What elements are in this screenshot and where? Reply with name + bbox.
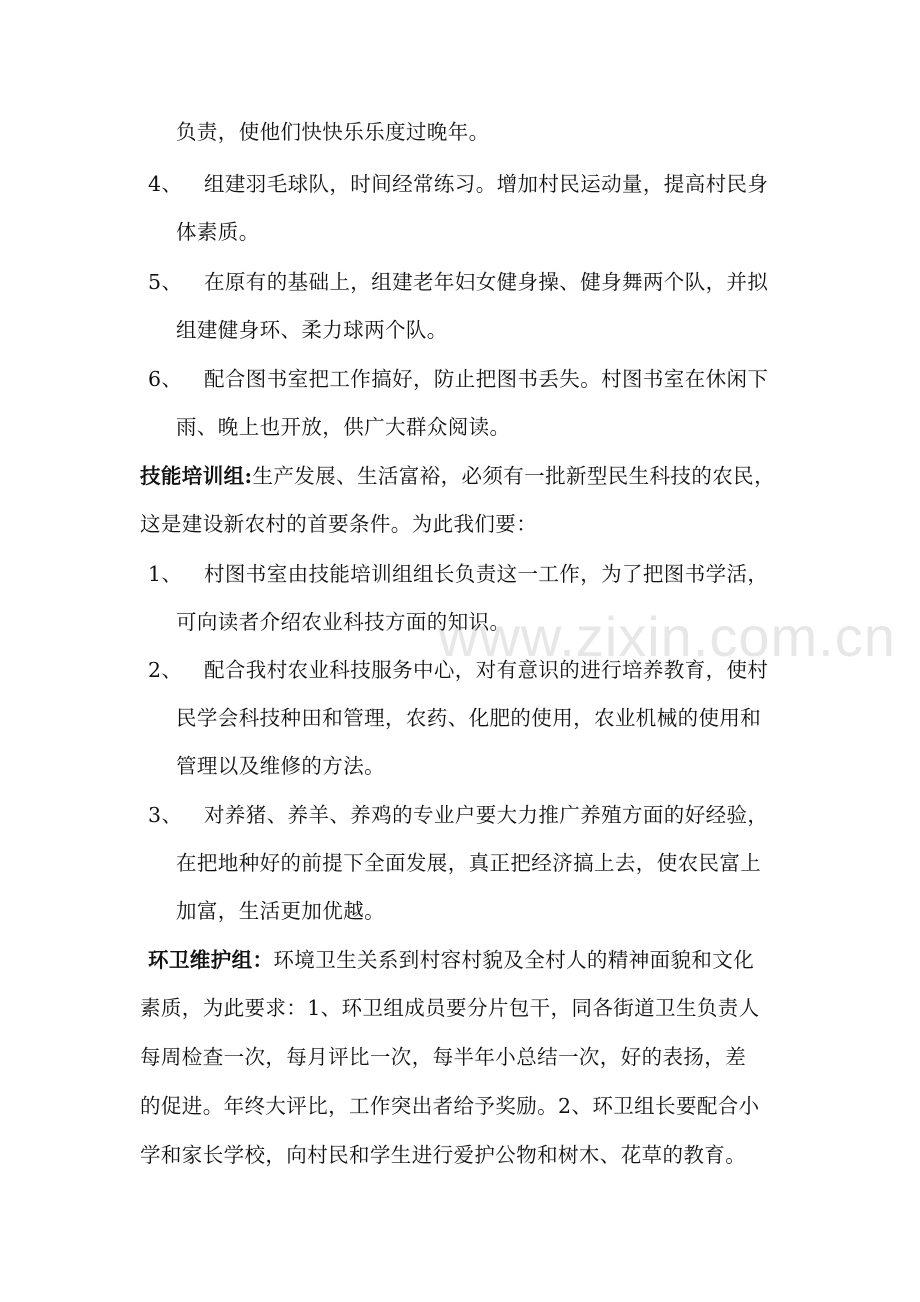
- paragraph-skills: [140, 462, 775, 490]
- text-line: 负责，使他们快快乐乐度过晚年。: [176, 120, 490, 144]
- text-line: 民学会科技种田和管理，农药、化肥的使用，农业机械的使用和: [176, 706, 762, 730]
- list-number: 6、: [148, 367, 183, 391]
- text-line: 环境卫生关系到村容村貌及全村人的精神面貌和文化: [273, 948, 755, 972]
- list-number: 5、: [148, 270, 183, 294]
- text-line: 体素质。: [176, 220, 260, 244]
- text-line: 加富，生活更加优越。: [176, 899, 385, 923]
- text-line: 可向读者介绍农业科技方面的知识。: [176, 610, 511, 634]
- list-number: 4、: [148, 172, 183, 196]
- watermark: www.zixin.com.cn: [438, 605, 896, 668]
- text-line: 生产发展、生活富裕，必须有一批新型民生科技的农民，: [252, 464, 775, 488]
- paragraph-sanitation: [148, 946, 754, 974]
- section-heading-sanitation: 环卫维护组：: [148, 948, 274, 972]
- text-line: 配合图书室把工作搞好，防止把图书丢失。村图书室在休闲下: [204, 367, 769, 391]
- list-number: 1、: [148, 562, 183, 586]
- text-line: 每周检查一次，每月评比一次，每半年小总结一次，好的表扬，差: [140, 1045, 747, 1069]
- text-line: 在原有的基础上，组建老年妇女健身操、健身舞两个队，并拟: [204, 270, 769, 294]
- text-line: 配合我村农业科技服务中心，对有意识的进行培养教育，使村: [204, 658, 769, 682]
- text-line: 对养猪、养羊、养鸡的专业户要大力推广养殖方面的好经验，: [204, 803, 769, 827]
- text-line: 组建羽毛球队，时间经常练习。增加村民运动量，提高村民身: [204, 172, 769, 196]
- section-heading-skills: 技能培训组:: [140, 464, 253, 488]
- list-number: 2、: [148, 658, 183, 682]
- text-line: 的促进。年终大评比，工作突出者给予奖励。2、环卫组长要配合小: [140, 1094, 760, 1118]
- text-line: 组建健身环、柔力球两个队。: [176, 318, 448, 342]
- text-line: 素质，为此要求：1、环卫组成员要分片包干，同各街道卫生负责人: [140, 996, 760, 1020]
- text-line: 管理以及维修的方法。: [176, 754, 385, 778]
- text-line: 村图书室由技能培训组组长负责这一工作，为了把图书学活，: [204, 562, 769, 586]
- text-line: 学和家长学校，向村民和学生进行爱护公物和树木、花草的教育。: [140, 1143, 747, 1167]
- list-number: 3、: [148, 803, 183, 827]
- text-line: 在把地种好的前提下全面发展，真正把经济搞上去，使农民富上: [176, 851, 762, 875]
- text-line: 这是建设新农村的首要条件。为此我们要：: [140, 512, 538, 536]
- text-line: 雨、晚上也开放，供广大群众阅读。: [176, 415, 511, 439]
